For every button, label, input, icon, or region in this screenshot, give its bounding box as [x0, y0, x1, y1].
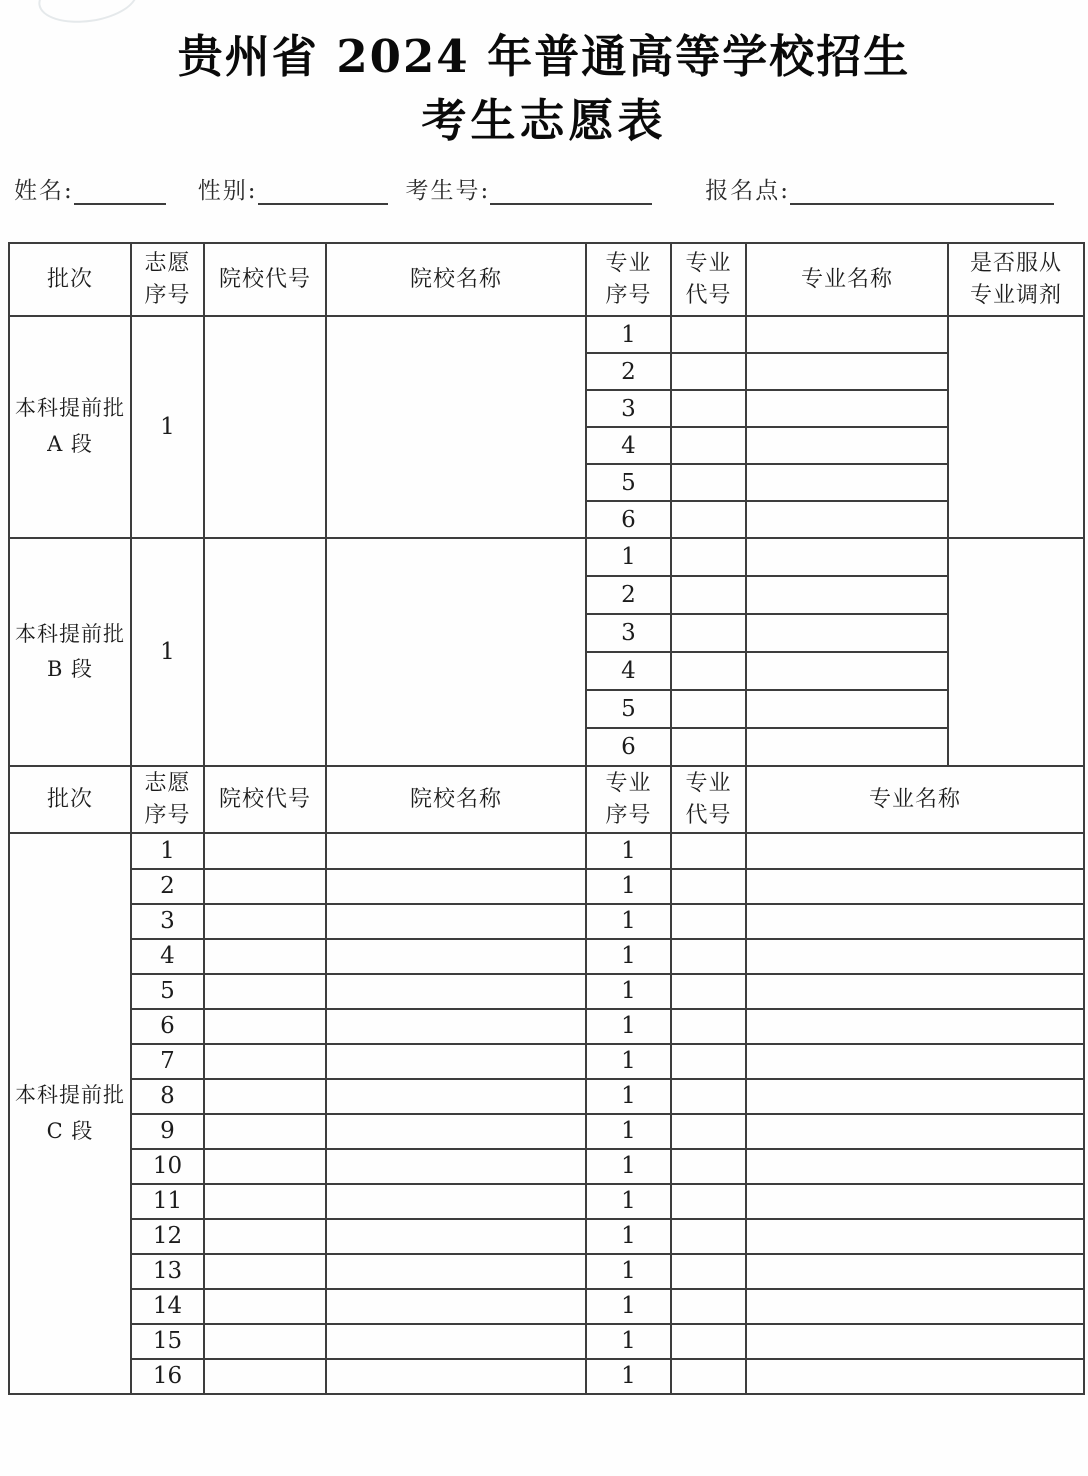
batch-b-line2: B 段 — [46, 657, 94, 682]
reg-site-label: 报名点: — [705, 178, 790, 204]
batch-c-line2: C 段 — [46, 1118, 94, 1143]
major-seq-cell: 6 — [586, 501, 671, 538]
major-seq-cell: 1 — [586, 538, 671, 576]
page-title-line2: 考生志愿表 — [421, 94, 667, 147]
major-name-cell — [746, 652, 948, 690]
header-college-name: 院校名称 — [326, 243, 586, 316]
major-code-cell — [671, 1114, 746, 1149]
volunteer-no-cell: 15 — [131, 1324, 204, 1359]
volunteer-no-cell: 1 — [131, 833, 204, 868]
college-name-cell — [326, 1359, 586, 1394]
college-name-cell-a — [326, 316, 586, 538]
header-obey-l1: 是否服从 — [969, 250, 1062, 276]
college-name-cell — [326, 1289, 586, 1324]
major-name-cell — [746, 427, 948, 464]
major-name-cell — [746, 316, 948, 353]
header-major-seq-l1: 专业 — [605, 771, 652, 797]
major-name-cell — [746, 974, 1084, 1009]
major-seq-cell: 1 — [586, 1324, 671, 1359]
major-seq-cell: 1 — [586, 833, 671, 868]
major-name-cell — [746, 904, 1084, 939]
obey-adjustment-cell-b — [948, 538, 1084, 766]
major-name-cell — [746, 1219, 1084, 1254]
major-code-cell — [671, 1254, 746, 1289]
major-seq-cell: 1 — [586, 1044, 671, 1079]
volunteer-no-cell: 11 — [131, 1184, 204, 1219]
section-a-row — [9, 316, 1084, 353]
college-code-cell — [204, 1219, 326, 1254]
batch-b-line1: 本科提前批 — [15, 621, 125, 646]
major-name-cell — [746, 1149, 1084, 1184]
volunteer-no-cell: 14 — [131, 1289, 204, 1324]
section-c-row — [9, 1044, 1084, 1079]
major-seq-cell: 1 — [586, 869, 671, 904]
header-major-code — [671, 766, 746, 833]
college-code-cell-a — [204, 316, 326, 538]
major-name-cell — [746, 1184, 1084, 1219]
college-name-cell — [326, 833, 586, 868]
volunteer-no-cell: 12 — [131, 1219, 204, 1254]
header-major-seq-l1: 专业 — [605, 250, 652, 276]
major-code-cell — [671, 1219, 746, 1254]
college-name-cell — [326, 1184, 586, 1219]
header-major-code-l2: 代号 — [685, 282, 732, 308]
major-code-cell — [671, 390, 746, 427]
college-name-cell — [326, 1114, 586, 1149]
header-major-code — [671, 243, 746, 316]
batch-c-line1: 本科提前批 — [15, 1083, 125, 1108]
college-name-cell — [326, 1149, 586, 1184]
major-seq-cell: 1 — [586, 316, 671, 353]
major-seq-cell: 1 — [586, 974, 671, 1009]
section-c-row — [9, 1079, 1084, 1114]
volunteer-no-cell: 10 — [131, 1149, 204, 1184]
college-name-cell — [326, 1079, 586, 1114]
candidate-no-label: 考生号: — [405, 178, 491, 204]
major-seq-cell: 1 — [586, 1359, 671, 1394]
major-name-cell — [746, 690, 948, 728]
college-code-cell — [204, 833, 326, 868]
table-header-top — [9, 243, 1084, 316]
major-name-cell — [746, 1044, 1084, 1079]
header-major-seq — [586, 243, 671, 316]
major-seq-cell: 1 — [586, 1114, 671, 1149]
header-major-name: 专业名称 — [746, 766, 1084, 833]
major-seq-cell: 1 — [586, 1219, 671, 1254]
volunteer-no-cell: 16 — [131, 1359, 204, 1394]
college-code-cell — [204, 939, 326, 974]
college-name-cell — [326, 1009, 586, 1044]
volunteer-no-cell: 8 — [131, 1079, 204, 1114]
major-code-cell — [671, 833, 746, 868]
major-name-cell — [746, 1289, 1084, 1324]
major-seq-cell: 1 — [586, 1009, 671, 1044]
college-name-cell — [326, 869, 586, 904]
major-seq-cell: 2 — [586, 353, 671, 390]
section-b-row — [9, 538, 1084, 576]
major-name-cell — [746, 576, 948, 614]
header-major-code-l1: 专业 — [685, 771, 732, 797]
major-seq-cell: 5 — [586, 464, 671, 501]
college-name-cell — [326, 974, 586, 1009]
header-volunteer-no-l2: 序号 — [144, 802, 191, 828]
major-seq-cell: 2 — [586, 576, 671, 614]
volunteer-no-cell: 3 — [131, 904, 204, 939]
major-name-cell — [746, 464, 948, 501]
section-c-row — [9, 904, 1084, 939]
header-batch: 批次 — [9, 766, 131, 833]
major-name-cell — [746, 614, 948, 652]
volunteer-table — [8, 242, 1085, 1395]
major-name-cell — [746, 353, 948, 390]
major-seq-cell: 3 — [586, 614, 671, 652]
major-code-cell — [671, 1324, 746, 1359]
volunteer-no-cell: 5 — [131, 974, 204, 1009]
major-name-cell — [746, 833, 1084, 868]
major-code-cell — [671, 974, 746, 1009]
batch-label-a — [9, 316, 131, 538]
header-volunteer-no — [131, 243, 204, 316]
college-code-cell — [204, 1359, 326, 1394]
header-volunteer-no-l2: 序号 — [144, 282, 191, 308]
volunteer-no-cell-b: 1 — [131, 538, 204, 766]
major-code-cell — [671, 316, 746, 353]
header-major-seq — [586, 766, 671, 833]
college-name-cell-b — [326, 538, 586, 766]
major-code-cell — [671, 690, 746, 728]
header-obey-l2: 专业调剂 — [969, 282, 1062, 308]
major-code-cell — [671, 576, 746, 614]
major-seq-cell: 1 — [586, 904, 671, 939]
college-name-cell — [326, 1324, 586, 1359]
college-code-cell — [204, 1289, 326, 1324]
header-major-name: 专业名称 — [746, 243, 948, 316]
major-name-cell — [746, 1114, 1084, 1149]
college-code-cell — [204, 1044, 326, 1079]
header-batch: 批次 — [9, 243, 131, 316]
major-name-cell — [746, 869, 1084, 904]
volunteer-no-cell: 4 — [131, 939, 204, 974]
batch-a-line2: A 段 — [47, 432, 93, 457]
major-code-cell — [671, 904, 746, 939]
major-seq-cell: 1 — [586, 1149, 671, 1184]
major-code-cell — [671, 728, 746, 766]
major-code-cell — [671, 1289, 746, 1324]
section-c-row — [9, 939, 1084, 974]
volunteer-no-cell-a: 1 — [131, 316, 204, 538]
college-code-cell — [204, 1184, 326, 1219]
college-code-cell — [204, 1324, 326, 1359]
major-name-cell — [746, 1254, 1084, 1289]
major-code-cell — [671, 1359, 746, 1394]
major-code-cell — [671, 1079, 746, 1114]
college-name-cell — [326, 1219, 586, 1254]
college-code-cell — [204, 1114, 326, 1149]
obey-adjustment-cell-a — [948, 316, 1084, 538]
major-seq-cell: 1 — [586, 1079, 671, 1114]
major-code-cell — [671, 1184, 746, 1219]
college-name-cell — [326, 904, 586, 939]
section-c-row — [9, 1114, 1084, 1149]
header-volunteer-no — [131, 766, 204, 833]
college-code-cell — [204, 1009, 326, 1044]
major-code-cell — [671, 353, 746, 390]
volunteer-no-cell: 2 — [131, 869, 204, 904]
name-underline — [74, 177, 166, 205]
college-code-cell — [204, 974, 326, 1009]
table-header-mid — [9, 766, 1084, 833]
college-code-cell — [204, 1254, 326, 1289]
major-code-cell — [671, 1149, 746, 1184]
gender-label: 性别: — [197, 178, 258, 204]
major-name-cell — [746, 1359, 1084, 1394]
section-c-row — [9, 1359, 1084, 1394]
major-code-cell — [671, 538, 746, 576]
college-code-cell-b — [204, 538, 326, 766]
section-c-row — [9, 1009, 1084, 1044]
section-c-row — [9, 974, 1084, 1009]
major-code-cell — [671, 1009, 746, 1044]
major-seq-cell: 1 — [586, 1289, 671, 1324]
gender-underline — [258, 177, 388, 205]
section-c-row — [9, 1219, 1084, 1254]
major-code-cell — [671, 614, 746, 652]
major-seq-cell: 1 — [586, 1184, 671, 1219]
college-code-cell — [204, 1149, 326, 1184]
volunteer-no-cell: 13 — [131, 1254, 204, 1289]
major-code-cell — [671, 939, 746, 974]
major-seq-cell: 1 — [586, 1254, 671, 1289]
major-seq-cell: 1 — [586, 939, 671, 974]
candidate-no-underline — [490, 177, 652, 205]
batch-label-c — [9, 833, 131, 1394]
major-seq-cell: 4 — [586, 652, 671, 690]
major-seq-cell: 4 — [586, 427, 671, 464]
header-college-code: 院校代号 — [204, 243, 326, 316]
header-college-code: 院校代号 — [204, 766, 326, 833]
volunteer-no-cell: 6 — [131, 1009, 204, 1044]
college-code-cell — [204, 869, 326, 904]
section-c-row — [9, 1289, 1084, 1324]
section-c-row — [9, 833, 1084, 868]
section-c-row — [9, 1184, 1084, 1219]
major-seq-cell: 3 — [586, 390, 671, 427]
major-name-cell — [746, 728, 948, 766]
major-code-cell — [671, 501, 746, 538]
header-major-seq-l2: 序号 — [605, 802, 652, 828]
major-name-cell — [746, 939, 1084, 974]
volunteer-no-cell: 7 — [131, 1044, 204, 1079]
name-label: 姓名: — [14, 178, 74, 204]
section-c-row — [9, 1149, 1084, 1184]
college-name-cell — [326, 1044, 586, 1079]
college-name-cell — [326, 939, 586, 974]
page-title-line1: 贵州省 2024 年普通高等学校招生 — [177, 30, 911, 83]
batch-label-b — [9, 538, 131, 766]
college-code-cell — [204, 1079, 326, 1114]
college-name-cell — [326, 1254, 586, 1289]
major-code-cell — [671, 869, 746, 904]
major-code-cell — [671, 464, 746, 501]
major-name-cell — [746, 1009, 1084, 1044]
major-seq-cell: 5 — [586, 690, 671, 728]
header-volunteer-no-l1: 志愿 — [144, 771, 191, 797]
volunteer-no-cell: 9 — [131, 1114, 204, 1149]
major-name-cell — [746, 501, 948, 538]
header-major-seq-l2: 序号 — [605, 282, 652, 308]
major-seq-cell: 6 — [586, 728, 671, 766]
section-c-row — [9, 1324, 1084, 1359]
major-name-cell — [746, 1324, 1084, 1359]
batch-a-line1: 本科提前批 — [15, 396, 125, 421]
header-obey-adjustment — [948, 243, 1084, 316]
college-code-cell — [204, 904, 326, 939]
header-volunteer-no-l1: 志愿 — [144, 250, 191, 276]
header-major-code-l1: 专业 — [685, 250, 732, 276]
major-code-cell — [671, 427, 746, 464]
major-code-cell — [671, 1044, 746, 1079]
major-name-cell — [746, 538, 948, 576]
major-name-cell — [746, 390, 948, 427]
major-name-cell — [746, 1079, 1084, 1114]
header-major-code-l2: 代号 — [685, 802, 732, 828]
section-c-row — [9, 1254, 1084, 1289]
section-c-row — [9, 869, 1084, 904]
candidate-info-row — [14, 172, 1054, 205]
reg-site-underline — [790, 177, 1054, 205]
major-code-cell — [671, 652, 746, 690]
header-college-name: 院校名称 — [326, 766, 586, 833]
